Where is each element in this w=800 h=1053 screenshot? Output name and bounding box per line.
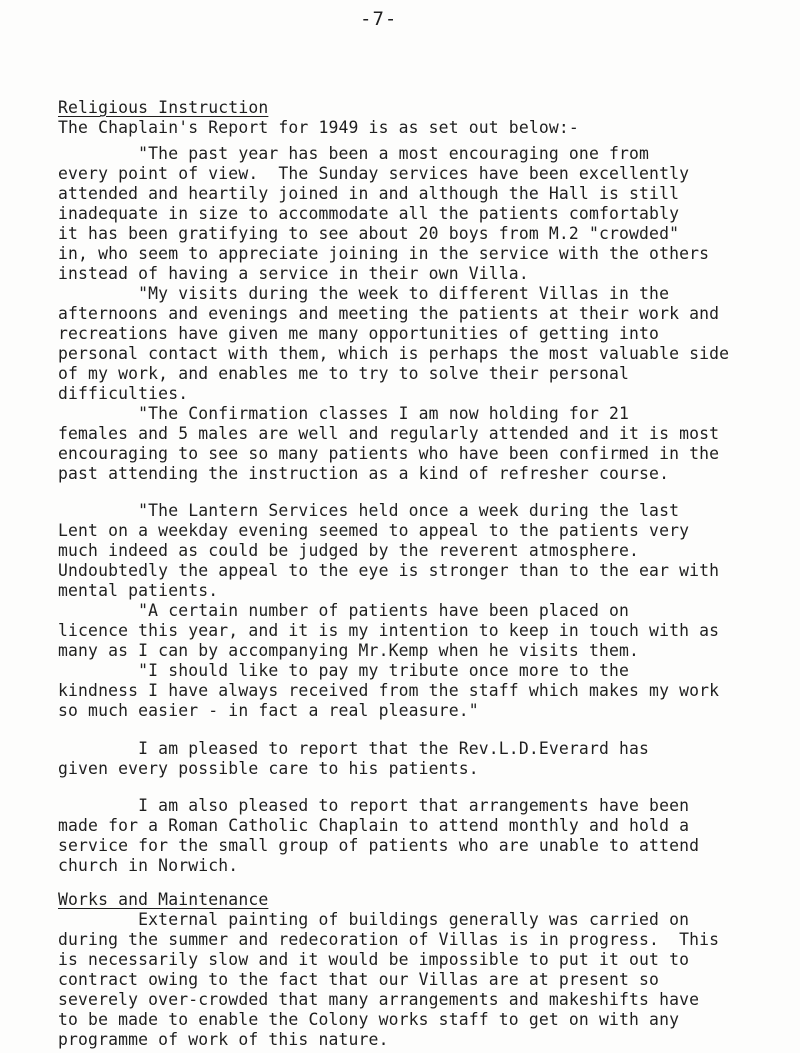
text-line: External painting of buildings generally was carried on (58, 910, 690, 929)
text-line: every point of view. The Sunday services have been excellently (58, 163, 690, 183)
text-line: "A certain number of patients have been placed on (58, 600, 630, 620)
text-line: church in Norwich. (58, 855, 239, 875)
section-heading-works-and-maintenance: Works and Maintenance (58, 890, 269, 910)
text-line: "I should like to pay my tribute once more to the (58, 660, 630, 680)
text-line: licence this year, and it is my intention to keep in touch with as (58, 620, 720, 640)
text-line: given every possible care to his patients. (58, 758, 479, 778)
text-line: severely over-crowded that many arrangements and makeshifts have (58, 990, 700, 1009)
text-line: attended and heartily joined in and although the Hall is still (58, 183, 680, 203)
text-line: to be made to enable the Colony works staff to get on with any (58, 1010, 680, 1029)
text-line: during the summer and redecoration of Villas is in progress. This (58, 930, 720, 949)
text-line: Undoubtedly the appeal to the eye is stronger than to the ear with (58, 560, 720, 580)
text-line: contract owing to the fact that our Villas are at present so (58, 970, 660, 989)
text-line: difficulties. (58, 383, 189, 403)
text-line: many as I can by accompanying Mr.Kemp when he visits them. (58, 640, 640, 660)
text-line: personal contact with them, which is perhaps the most valuable side (58, 343, 730, 363)
text-line: kindness I have always received from the staff which makes my work (58, 680, 720, 700)
text-line: I am pleased to report that the Rev.L.D.Everard has (58, 738, 650, 758)
text-line: past attending the instruction as a kind of refresher course. (58, 463, 670, 483)
text-line: is necessarily slow and it would be impossible to put it out to (58, 950, 690, 969)
text-line: programme of work of this nature. (58, 1030, 389, 1049)
text-line: made for a Roman Catholic Chaplain to attend monthly and hold a (58, 815, 690, 835)
text-line: encouraging to see so many patients who have been confirmed in the (58, 443, 720, 463)
text-line: The Chaplain's Report for 1949 is as set out below:- (58, 118, 579, 137)
text-line: Lent on a weekday evening seemed to appeal to the patients very (58, 520, 690, 540)
text-line: "The Lantern Services held once a week during the last (58, 500, 680, 520)
text-line: service for the small group of patients who are unable to attend (58, 835, 700, 855)
text-line: in, who seem to appreciate joining in the service with the others (58, 243, 710, 263)
text-line: instead of having a service in their own Villa. (58, 263, 529, 283)
text-line: inadequate in size to accommodate all the patients comfortably (58, 203, 680, 223)
text-line: recreations have given me many opportunities of getting into (58, 323, 660, 343)
text-line: "My visits during the week to different Villas in the (58, 283, 670, 303)
text-line: "The past year has been a most encouraging one from (58, 143, 650, 163)
text-line: "The Confirmation classes I am now holding for 21 (58, 403, 630, 423)
page-number: -7- (360, 8, 398, 30)
text-line: it has been gratifying to see about 20 boys from M.2 "crowded" (58, 223, 680, 243)
text-line: mental patients. (58, 580, 219, 600)
text-line: I am also pleased to report that arrangements have been (58, 795, 690, 815)
text-line: afternoons and evenings and meeting the patients at their work and (58, 303, 720, 323)
text-line: of my work, and enables me to try to solve their personal (58, 363, 630, 383)
text-line: females and 5 males are well and regularly attended and it is most (58, 423, 720, 443)
section-heading-religious-instruction: Religious Instruction (58, 98, 269, 117)
text-line: much indeed as could be judged by the reverent atmosphere. (58, 540, 640, 560)
text-line: so much easier - in fact a real pleasure." (58, 700, 479, 720)
